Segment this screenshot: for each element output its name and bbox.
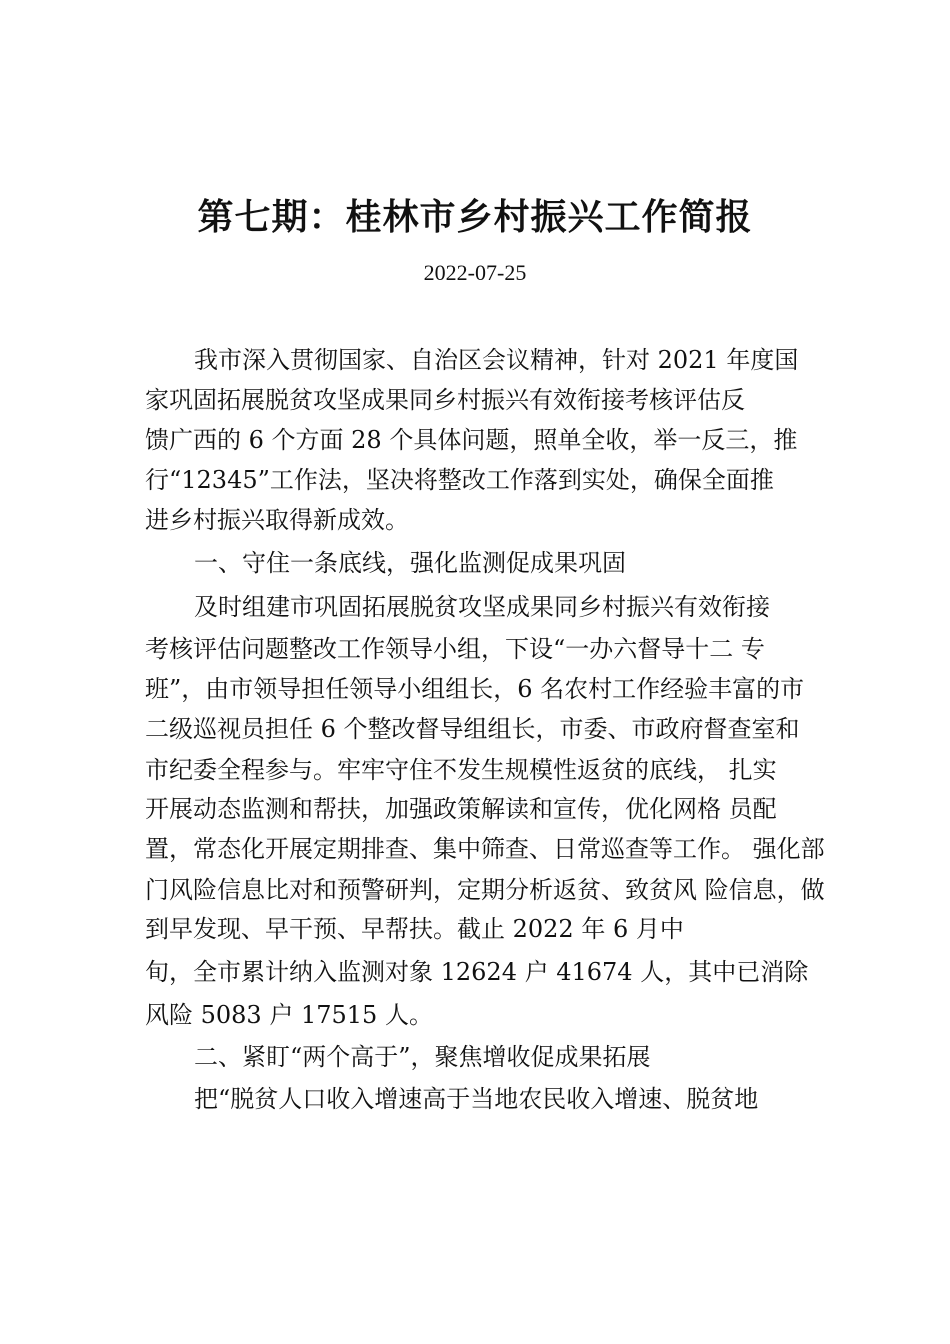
paragraph-line: 我市深入贯彻国家、自治区会议精神，针对 2021 年度国 (194, 346, 799, 374)
section-heading: 一、守住一条底线，强化监测促成果巩固 (194, 549, 626, 577)
paragraph-line: 班”，由市领导担任领导小组组长，6 名农村工作经验丰富的市 (145, 675, 805, 703)
paragraph-line: 把“脱贫人口收入增速高于当地农民收入增速、脱贫地 (194, 1085, 759, 1113)
paragraph-line: 及时组建市巩固拓展脱贫攻坚成果同乡村振兴有效衔接 (194, 593, 770, 621)
paragraph-line: 风险 5083 户 17515 人。 (145, 1001, 433, 1029)
paragraph-line: 家巩固拓展脱贫攻坚成果同乡村振兴有效衔接考核评估反 (145, 386, 745, 414)
paragraph-line: 门风险信息比对和预警研判，定期分析返贫、致贫风 险信息，做 (145, 876, 825, 904)
paragraph-line: 到早发现、早干预、早帮扶。截止 2022 年 6 月中 (145, 915, 684, 943)
paragraph-line: 置，常态化开展定期排查、集中筛查、日常巡查等工作。 强化部 (145, 835, 825, 863)
document-title: 第七期：桂林市乡村振兴工作简报 (197, 196, 753, 238)
paragraph-line: 进乡村振兴取得新成效。 (145, 506, 409, 534)
paragraph-line: 二级巡视员担任 6 个整改督导组组长，市委、市政府督查室和 (145, 715, 800, 743)
paragraph-line: 考核评估问题整改工作领导小组，下设“一办六督导十二 专 (145, 635, 765, 663)
paragraph-line: 行“12345”工作法，坚决将整改工作落到实处，确保全面推 (145, 466, 774, 494)
document-date: 2022-07-25 (423, 260, 527, 285)
section-heading: 二、紧盯“两个高于”，聚焦增收促成果拓展 (194, 1043, 651, 1071)
paragraph-line: 馈广西的 6 个方面 28 个具体问题，照单全收，举一反三，推 (145, 426, 798, 454)
paragraph-line: 开展动态监测和帮扶，加强政策解读和宣传，优化网格 员配 (145, 795, 777, 823)
paragraph-line: 市纪委全程参与。牢牢守住不发生规模性返贫的底线， 扎实 (145, 756, 777, 784)
paragraph-line: 旬，全市累计纳入监测对象 12624 户 41674 人，其中已消除 (145, 958, 809, 986)
